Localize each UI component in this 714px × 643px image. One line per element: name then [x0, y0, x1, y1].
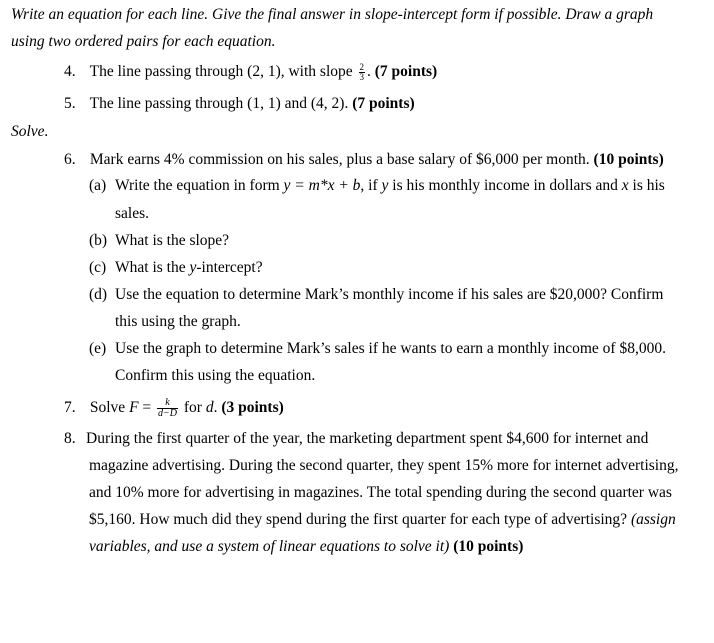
problem-number: 5.: [64, 95, 76, 112]
problem-number: 7.: [64, 399, 76, 417]
variable-d: d: [205, 399, 214, 417]
text: During the first quarter of the year, the marketing department spent $4,600 for internet and: [86, 430, 649, 447]
instructions-line-1: Write an equation for each line. Give the final answer in slope-intercept form if possible. Draw a graph: [11, 6, 654, 23]
problem-8-line-3: and 10% more for advertising in magazines. The total spending during the second quarter was: [89, 484, 672, 501]
text: , if: [360, 177, 382, 194]
subpart-label: (a): [89, 177, 107, 194]
points-label: (7 points): [374, 63, 438, 81]
problem-6a-line-2: sales.: [115, 205, 150, 222]
fraction-denominator: 3: [359, 72, 365, 82]
text: is his monthly income in dollars and: [388, 177, 622, 194]
period: .: [367, 63, 371, 81]
variable-x: x: [621, 177, 629, 194]
problem-6d-line-2: this using the graph.: [115, 313, 241, 330]
text: Write the equation in form: [115, 177, 284, 194]
points-label: (10 points): [593, 151, 664, 168]
period: .: [213, 399, 218, 417]
variable-y: y: [381, 177, 389, 194]
problem-6d-line-1: [89, 286, 663, 304]
equation: y = m*x + b: [283, 177, 361, 194]
text: Use the equation to determine Mark’s monthly income if his sales are $20,000? Confirm: [115, 286, 664, 303]
points-label: (10 points): [453, 538, 524, 555]
fraction-numerator: k: [157, 398, 178, 409]
problem-number: 6.: [64, 151, 76, 168]
text: Use the graph to determine Mark’s sales if he wants to earn a monthly income of $8,000.: [115, 340, 666, 357]
points-label: (3 points): [221, 399, 284, 417]
problem-6b: [89, 232, 229, 250]
problem-8-line-5: [89, 538, 523, 556]
italic-text: (assign: [627, 511, 676, 528]
text: is his: [628, 177, 665, 194]
text: What is the slope?: [115, 232, 230, 249]
problem-8-line-2: magazine advertising. During the second quarter, they spent 15% more for internet advertising,: [89, 457, 679, 474]
problem-text: The line passing through (1, 1) and (4, 2).: [89, 95, 349, 112]
points-label: (7 points): [352, 95, 415, 112]
problem-text: The line passing through (2, 1), with slope: [89, 63, 353, 81]
problem-6c: [89, 259, 263, 277]
problem-6e-line-1: [89, 340, 666, 358]
variable-F: F: [129, 399, 139, 417]
problem-5: [64, 95, 415, 113]
problem-6a-line-1: [89, 177, 665, 195]
solve-label: Solve.: [11, 123, 49, 140]
text: $5,160. How much did they spend during the first quarter for each type of advertising?: [89, 511, 628, 528]
variable-y: y: [189, 259, 197, 276]
fraction-denominator: d−D: [158, 408, 178, 419]
subpart-label: (d): [89, 286, 108, 303]
slope-fraction: [359, 63, 366, 82]
italic-text: variables, and use a system of linear equations to solve it): [89, 538, 450, 555]
text: What is the: [115, 259, 190, 276]
text: for: [180, 399, 206, 417]
problem-8-line-4: [89, 511, 676, 529]
subpart-label: (e): [89, 340, 107, 357]
problem-number: 8.: [64, 430, 76, 447]
text: Solve: [89, 399, 130, 417]
problem-number: 4.: [64, 63, 76, 81]
equals: =: [138, 399, 152, 417]
instructions-line-2: using two ordered pairs for each equation.: [11, 33, 276, 50]
text: -intercept?: [196, 259, 263, 276]
problem-7: [64, 398, 284, 419]
problem-8-line-1: [64, 430, 648, 448]
subpart-label: (c): [89, 259, 107, 276]
problem-4: [64, 63, 437, 82]
formula-fraction: [157, 398, 178, 419]
problem-text: Mark earns 4% commission on his sales, plus a base salary of $6,000 per month.: [89, 151, 590, 168]
problem-6: [64, 151, 664, 169]
problem-6e-line-2: Confirm this using the equation.: [115, 367, 316, 384]
subpart-label: (b): [89, 232, 108, 249]
fraction-numerator: 2: [359, 62, 365, 72]
